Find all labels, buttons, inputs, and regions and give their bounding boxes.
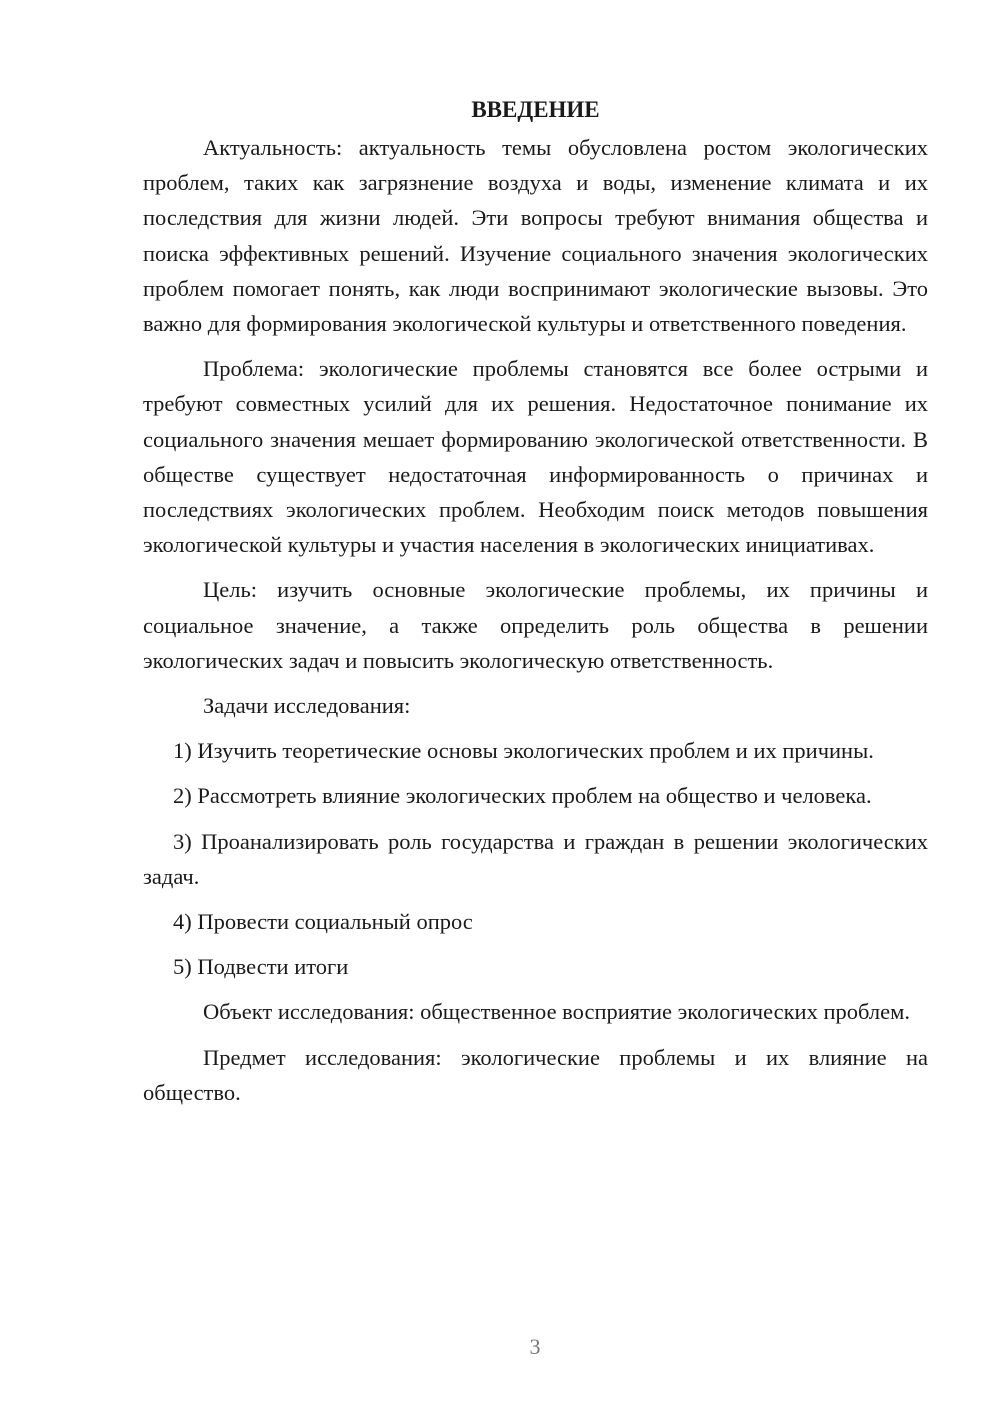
tasks-heading: Задачи исследования: [203, 693, 411, 719]
page-number: 3 [529, 1334, 541, 1359]
problem-paragraph: Проблема: экологические проблемы становятся все более острыми и требуют совместных усилий для их решения. Недостаточное понимание их социального значения мешает формированию экологической ответственности. В обществе существует недостаточная информированность о причинах и последствиях экологических проблем. Необходим поиск методов повышения экологической культуры и участия населения в экологических инициативах. [143, 356, 928, 558]
section-title: ВВЕДЕНИЕ [471, 97, 600, 122]
subject-paragraph: Предмет исследования: экологические проблемы и их влияние на общество. [143, 1044, 928, 1105]
task-item-4: 4) Провести социальный опрос [173, 909, 473, 935]
task-item-3: 3) Проанализировать роль государства и граждан в решении экологических задач. [143, 828, 928, 889]
relevance-paragraph: Актуальность: актуальность темы обусловлена ростом экологических проблем, таких как загрязнение воздуха и воды, изменение климата и их последствия для жизни людей. Эти вопросы требуют внимания общества и поиска эффективных решений. Изучение социального значения экологических проблем помогает понять, как люди воспринимают экологические вызовы. Это важно для формирования экологической культуры и ответственного поведения. [143, 135, 928, 337]
task-item-5: 5) Подвести итоги [173, 954, 349, 980]
task-item-2: 2) Рассмотреть влияние экологических проблем на общество и человека. [173, 783, 872, 809]
task-item-1: 1) Изучить теоретические основы экологических проблем и их причины. [173, 738, 874, 764]
goal-paragraph: Цель: изучить основные экологические проблемы, их причины и социальное значение, а также определить роль общества в решении экологических задач и повысить экологическую ответственность. [143, 577, 928, 673]
object-paragraph: Объект исследования: общественное восприятие экологических проблем. [203, 999, 910, 1025]
document-page [143, 92, 928, 1110]
